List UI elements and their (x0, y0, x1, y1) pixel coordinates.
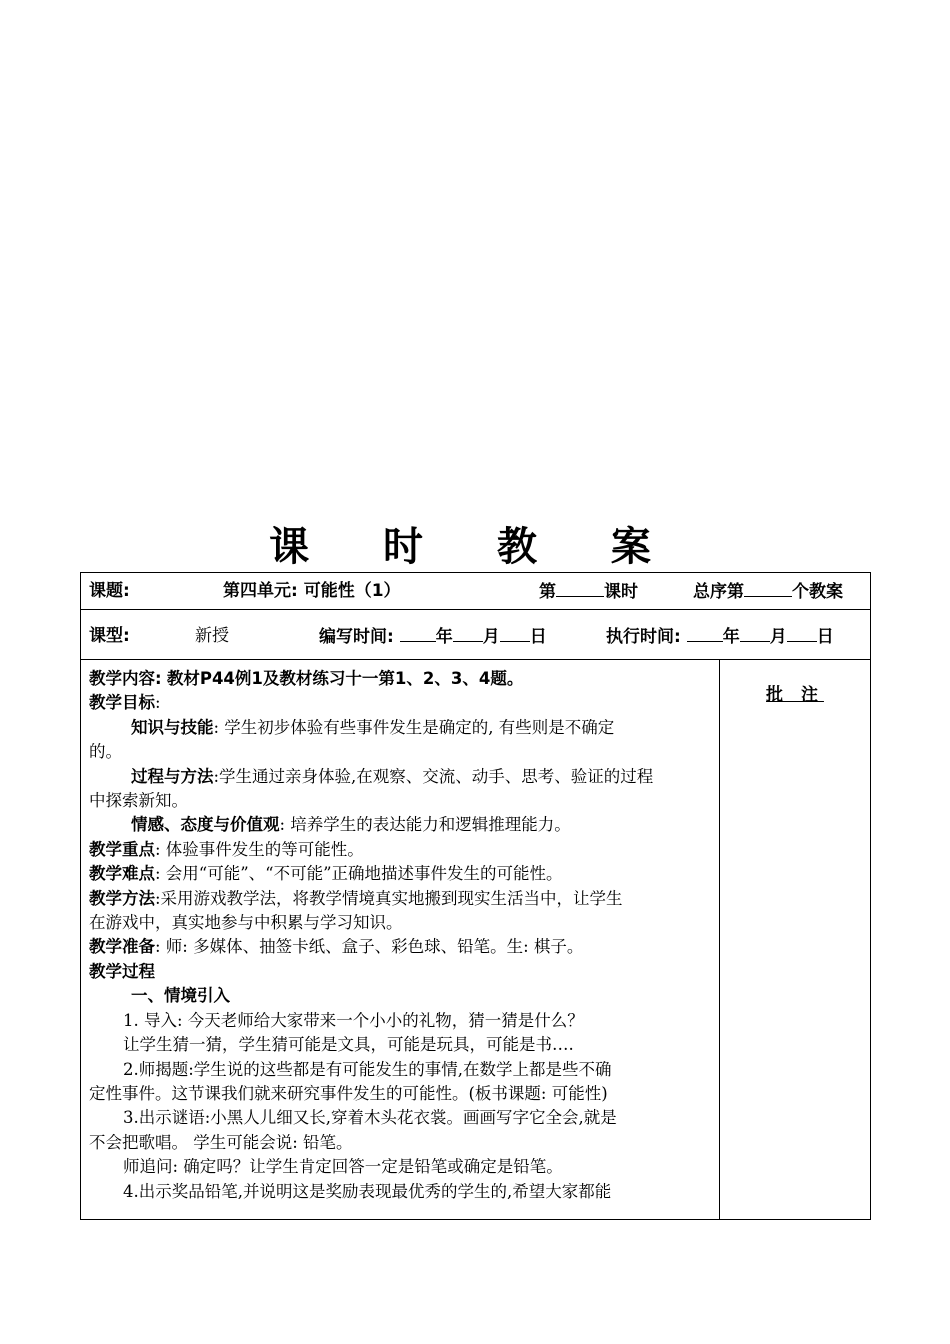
content-line: 情感、态度与价值观: 培养学生的表达能力和逻辑推理能力。 (131, 815, 571, 835)
lesson-suffix: 课时 (604, 582, 638, 602)
content-line: 教学目标: (89, 693, 161, 713)
lesson-content (89, 667, 713, 1204)
content-line: 2.师揭题:学生说的这些都是有可能发生的事情,在数学上都是些不确 (123, 1059, 612, 1079)
exec-year-label: 年 (722, 627, 740, 647)
total-number (693, 580, 843, 603)
column-divider (719, 660, 720, 1220)
exec-day-label: 日 (816, 627, 834, 647)
exec-time (606, 625, 834, 648)
content-heading: 教学过程 (89, 961, 155, 981)
type-label: 课型: (89, 626, 130, 646)
topic-value: 第四单元: 可能性（1） (223, 581, 401, 601)
exec-month-blank[interactable] (740, 625, 770, 642)
content-subheading: 一、情境引入 (131, 986, 230, 1006)
write-time (319, 625, 547, 648)
content-line: 教学方法:采用游戏教学法，将教学情境真实地搬到现实生活当中，让学生 (89, 888, 623, 908)
content-line: 教学内容: 教材P44例1及教材练习十一第1、2、3、4题。 (89, 669, 524, 688)
content-line: 中探索新知。 (89, 791, 188, 811)
content-line: 不会把歌唱。 学生可能会说: 铅笔。 (89, 1132, 353, 1152)
total-blank[interactable] (744, 580, 792, 597)
lesson-plan-table (80, 572, 871, 1220)
content-line: 3.出示谜语:小黑人儿细又长,穿着木头花衣裳。画画写字它全会,就是 (123, 1108, 617, 1128)
write-time-label: 编写时间: (319, 627, 394, 647)
content-line: 1. 导入: 今天老师给大家带来一个小小的礼物，猜一猜是什么？ (123, 1010, 584, 1030)
write-month-label: 月 (482, 627, 500, 647)
content-line: 4.出示奖品铅笔,并说明这是奖励表现最优秀的学生的,希望大家都能 (123, 1181, 612, 1201)
lesson-number (539, 580, 638, 603)
content-line: 过程与方法:学生通过亲身体验,在观察、交流、动手、思考、验证的过程 (131, 766, 654, 786)
header-row-topic (81, 573, 870, 610)
type-value: 新授 (195, 626, 229, 646)
write-day-label: 日 (529, 627, 547, 647)
content-line: 教学准备: 师: 多媒体、抽签卡纸、盒子、彩色球、铅笔。生: 棋子。 (89, 937, 584, 957)
write-year-blank[interactable] (400, 625, 436, 642)
lesson-blank[interactable] (556, 580, 604, 597)
content-line: 在游戏中，真实地参与中积累与学习知识。 (89, 913, 403, 933)
topic-label: 课题: (89, 581, 130, 601)
write-month-blank[interactable] (453, 625, 483, 642)
content-line: 的。 (89, 742, 122, 762)
content-line: 知识与技能: 学生初步体验有些事件发生是确定的, 有些则是不确定 (131, 717, 615, 737)
content-line: 定性事件。这节课我们就来研究事件发生的可能性。(板书课题: 可能性) (89, 1083, 608, 1103)
exec-day-blank[interactable] (787, 625, 817, 642)
content-line: 师追问: 确定吗？让学生肯定回答一定是铅笔或确定是铅笔。 (123, 1157, 563, 1177)
total-prefix: 总序第 (693, 582, 744, 602)
exec-year-blank[interactable] (687, 625, 723, 642)
content-line: 让学生猜一猜，学生猜可能是文具，可能是玩具，可能是书…. (123, 1035, 574, 1055)
content-line: 教学重点: 体验事件发生的等可能性。 (89, 839, 364, 859)
write-year-label: 年 (435, 627, 453, 647)
exec-month-label: 月 (769, 627, 787, 647)
page-title: 课 时 教 案 (269, 524, 681, 570)
lesson-prefix: 第 (539, 582, 556, 602)
total-suffix: 个教案 (792, 582, 843, 602)
write-day-blank[interactable] (500, 625, 530, 642)
header-row-type (81, 610, 870, 660)
remarks-heading: 批 注 (766, 685, 824, 705)
exec-time-label: 执行时间: (606, 627, 681, 647)
content-line: 教学难点: 会用“可能”、“不可能”正确地描述事件发生的可能性。 (89, 864, 563, 884)
